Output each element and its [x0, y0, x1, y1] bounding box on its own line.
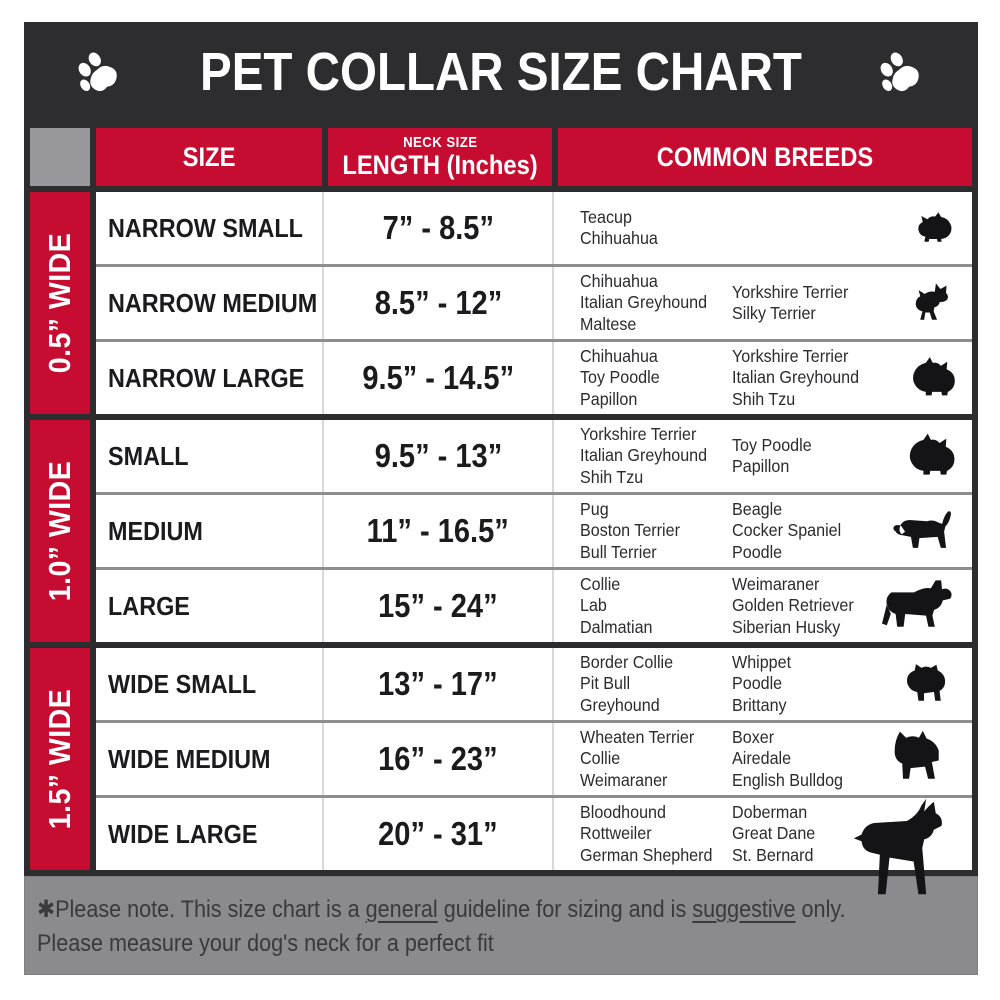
- breeds-column-1: [580, 802, 720, 867]
- breed-name: Siberian Husky: [732, 616, 841, 637]
- size-label: NARROW MEDIUM: [108, 287, 318, 318]
- breeds-column-1: [580, 727, 720, 792]
- table-body: [30, 192, 972, 870]
- doberman-icon: [846, 795, 960, 901]
- size-label: SMALL: [108, 440, 189, 471]
- breed-name: Weimaraner: [580, 769, 668, 790]
- breed-name: Papillon: [732, 456, 790, 476]
- breed-name: German Shepherd: [580, 844, 713, 865]
- pekingese-icon: [898, 430, 960, 482]
- size-cell: [96, 420, 322, 492]
- neck-length-value: 8.5” - 12”: [374, 284, 502, 321]
- breeds-column-1: [580, 207, 720, 250]
- corner-cell: [30, 128, 90, 186]
- common-breeds-cell: [552, 267, 972, 339]
- common-breeds-cell: [552, 495, 972, 567]
- breed-name: St. Bernard: [732, 844, 814, 865]
- pomeranian-icon: [902, 353, 960, 403]
- breed-name: Yorkshire Terrier: [732, 345, 849, 366]
- footer-note-line1: ✱Please note. This size chart is a general guideline for sizing and is suggestive only.: [37, 896, 846, 923]
- table-row: [96, 264, 972, 339]
- breed-name: English Bulldog: [732, 769, 843, 790]
- size-label: NARROW LARGE: [108, 362, 305, 393]
- breed-name: Yorkshire Terrier: [732, 281, 849, 302]
- breed-name: Toy Poodle: [732, 434, 812, 455]
- breed-name: Cocker Spaniel: [732, 520, 842, 541]
- breed-name: Rottweiler: [580, 823, 652, 844]
- common-breeds-cell: [552, 648, 972, 720]
- table-row: [96, 795, 972, 870]
- breed-name: Boston Terrier: [580, 520, 680, 541]
- common-breeds-cell: [552, 798, 972, 870]
- paw-print-icon: [72, 44, 128, 100]
- size-cell: [96, 648, 322, 720]
- size-label: LARGE: [108, 590, 190, 621]
- breed-name: Doberman: [732, 801, 808, 822]
- neck-length-value: 16” - 23”: [378, 740, 498, 777]
- column-header-common-breeds: COMMON BREEDS: [552, 128, 972, 186]
- neck-length-cell: [322, 342, 552, 414]
- breed-name: Brittany: [732, 694, 787, 715]
- width-section: [30, 420, 972, 642]
- size-cell: [96, 192, 322, 264]
- neck-length-cell: [322, 420, 552, 492]
- breed-name: Silky Terrier: [732, 303, 816, 323]
- breed-name: Wheaten Terrier: [580, 726, 695, 747]
- paw-print-icon: [874, 44, 930, 100]
- breeds-column-1: [580, 499, 720, 564]
- neck-length-cell: [322, 723, 552, 795]
- width-section-label: 1.0” WIDE: [30, 420, 90, 642]
- common-breeds-cell: [552, 192, 972, 264]
- neck-length-value: 13” - 17”: [378, 665, 498, 702]
- size-cell: [96, 570, 322, 642]
- footer-note: [24, 876, 978, 975]
- breeds-column-1: [580, 271, 720, 336]
- size-label: WIDE SMALL: [108, 668, 257, 699]
- footer-note-line2: Please measure your dog's neck for a perfect fit: [37, 930, 494, 957]
- breed-name: Golden Retriever: [732, 595, 854, 616]
- breed-name: Yorkshire Terrier: [580, 423, 697, 444]
- neck-length-cell: [322, 495, 552, 567]
- size-cell: [96, 267, 322, 339]
- neck-length-value: 7” - 8.5”: [382, 209, 494, 246]
- size-label: MEDIUM: [108, 515, 203, 546]
- width-section: [30, 648, 972, 870]
- common-breeds-cell: [552, 420, 972, 492]
- common-breeds-cell: [552, 723, 972, 795]
- common-breeds-cell: [552, 570, 972, 642]
- yorkshire-terrier-icon: [914, 208, 960, 248]
- neck-length-cell: [322, 798, 552, 870]
- column-header-neck-length: NECK SIZE LENGTH (Inches): [322, 128, 552, 186]
- chihuahua-icon: [904, 279, 960, 327]
- breed-name: Poodle: [732, 673, 783, 694]
- column-header-size: SIZE: [90, 128, 322, 186]
- breed-name: Whippet: [732, 651, 792, 672]
- breed-name: Italian Greyhound: [580, 292, 708, 313]
- breeds-column-1: [580, 652, 720, 717]
- table-row: [96, 420, 972, 492]
- breed-name: Bloodhound: [580, 801, 666, 822]
- size-cell: [96, 495, 322, 567]
- table-row: [96, 192, 972, 264]
- title-bar: [30, 22, 972, 122]
- neck-length-value: 9.5” - 14.5”: [362, 359, 514, 396]
- neck-length-value: 15” - 24”: [378, 587, 498, 624]
- breed-name: Toy Poodle: [580, 367, 660, 388]
- table-row: [96, 339, 972, 414]
- table-header-row: [30, 128, 972, 186]
- breed-name: Weimaraner: [732, 573, 820, 594]
- neck-length-cell: [322, 648, 552, 720]
- bulldog-icon: [898, 654, 960, 714]
- breed-name: Maltese: [580, 313, 637, 334]
- pit-bull-icon: [884, 723, 960, 795]
- breed-name: Dalmatian: [580, 616, 653, 637]
- breed-name: Pit Bull: [580, 673, 631, 694]
- breed-name: Chihuahua: [580, 228, 658, 248]
- breed-name: Shih Tzu: [580, 466, 644, 487]
- breed-name: Italian Greyhound: [580, 445, 708, 466]
- table-row: [96, 492, 972, 567]
- table-row: [96, 567, 972, 642]
- breed-name: Greyhound: [580, 694, 660, 715]
- breed-name: Lab: [580, 595, 607, 616]
- breed-name: Great Dane: [732, 823, 816, 844]
- breed-name: Collie: [580, 748, 621, 769]
- breed-name: Poodle: [732, 541, 783, 562]
- breed-name: Beagle: [732, 498, 783, 519]
- breeds-column-1: [580, 346, 720, 411]
- common-breeds-cell: [552, 342, 972, 414]
- breed-name: Collie: [580, 573, 621, 594]
- width-section: [30, 192, 972, 414]
- size-cell: [96, 342, 322, 414]
- size-label: WIDE MEDIUM: [108, 743, 271, 774]
- breed-name: Boxer: [732, 726, 775, 747]
- width-section-label: 1.5” WIDE: [30, 648, 90, 870]
- table-row: [96, 720, 972, 795]
- neck-length-value: 11” - 16.5”: [366, 512, 510, 549]
- beagle-icon: [884, 505, 960, 557]
- neck-length-cell: [322, 267, 552, 339]
- breed-name: Papillon: [580, 388, 638, 409]
- width-section-label: 0.5” WIDE: [30, 192, 90, 414]
- size-label: NARROW SMALL: [108, 212, 303, 243]
- table-row: [96, 648, 972, 720]
- breed-name: Chihuahua: [580, 270, 658, 291]
- breeds-column-1: [580, 424, 720, 489]
- breed-name: Italian Greyhound: [732, 367, 860, 388]
- breed-name: Bull Terrier: [580, 541, 657, 562]
- page-title: PET COLLAR SIZE CHART: [200, 42, 802, 102]
- breed-name: Shih Tzu: [732, 388, 796, 409]
- neck-length-value: 20” - 31”: [378, 815, 498, 852]
- size-cell: [96, 723, 322, 795]
- breed-name: Teacup: [580, 206, 632, 227]
- neck-length-cell: [322, 192, 552, 264]
- breed-name: Airedale: [732, 748, 792, 769]
- neck-length-cell: [322, 570, 552, 642]
- german-shepherd-icon: [876, 574, 960, 638]
- breed-name: Border Collie: [580, 651, 674, 672]
- breed-name: Pug: [580, 498, 609, 519]
- neck-length-value: 9.5” - 13”: [374, 437, 502, 474]
- breed-name: Chihuahua: [580, 345, 658, 366]
- size-cell: [96, 798, 322, 870]
- size-label: WIDE LARGE: [108, 818, 258, 849]
- breeds-column-1: [580, 574, 720, 639]
- chart-board: [24, 22, 978, 876]
